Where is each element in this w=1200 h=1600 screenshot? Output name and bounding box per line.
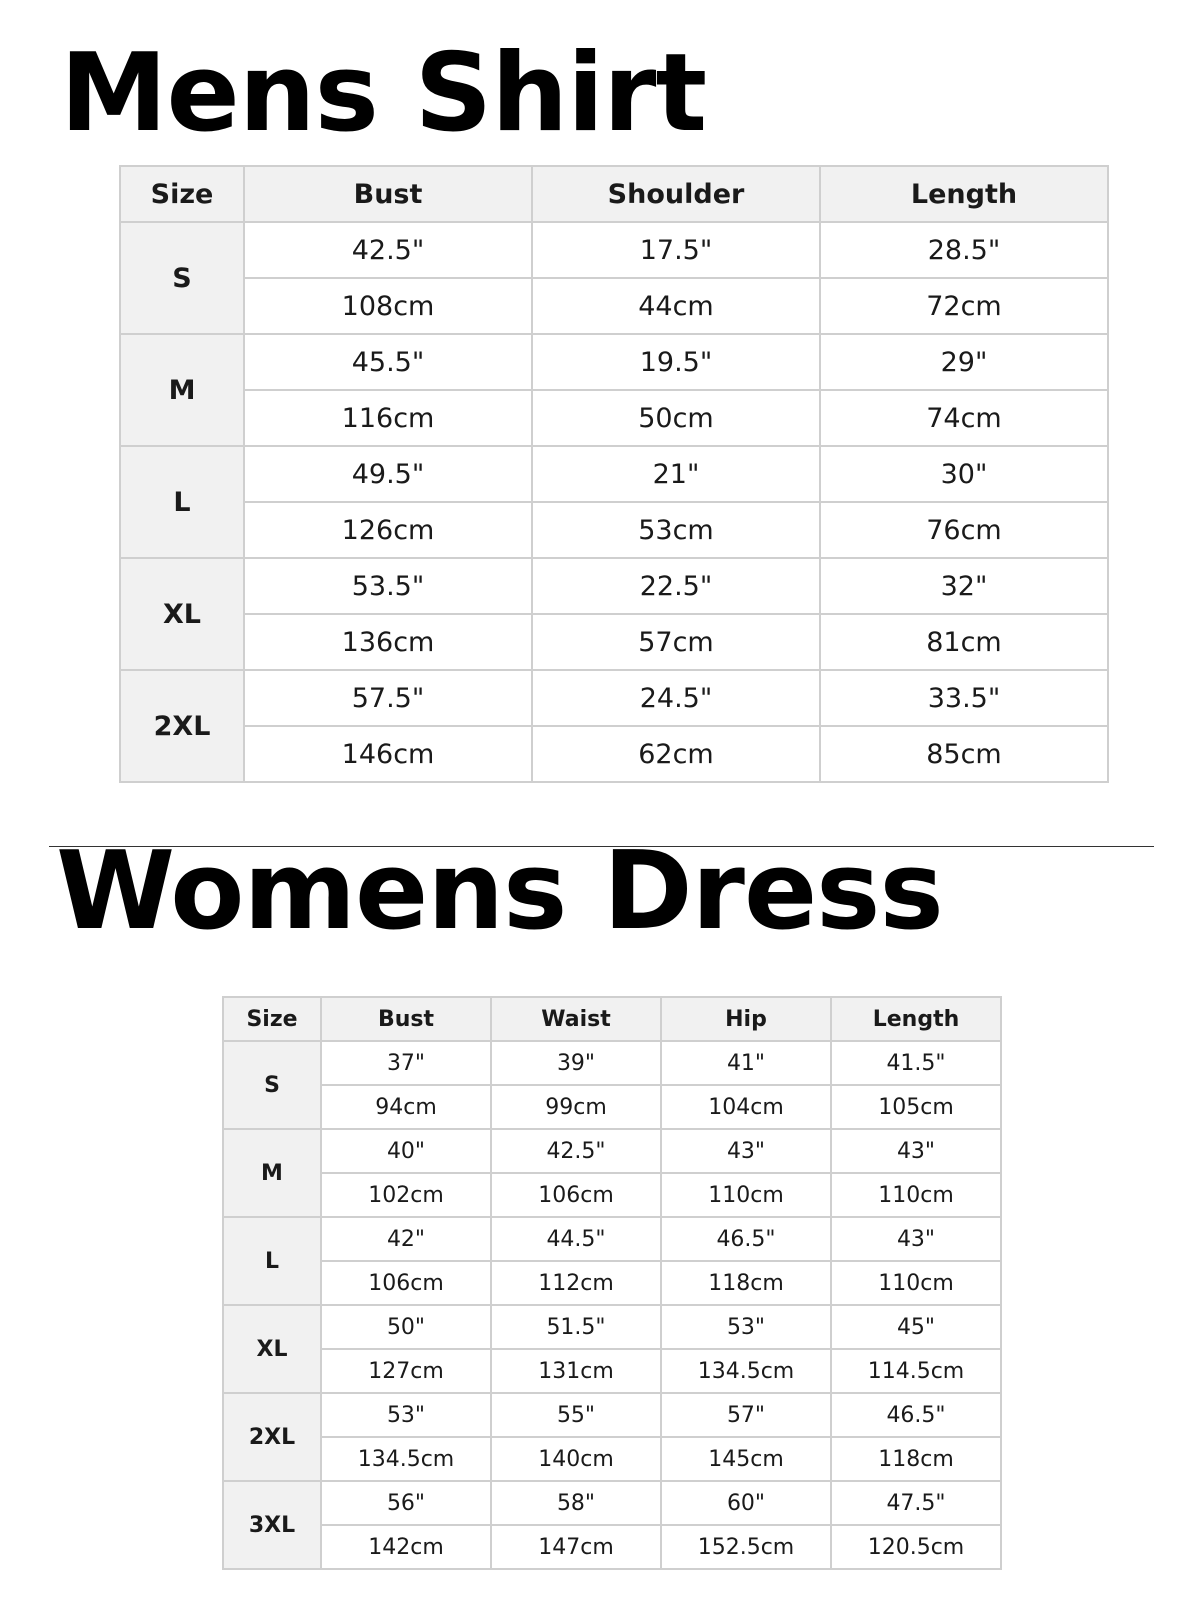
table-row xyxy=(120,670,1108,726)
inch-value-cell: 57" xyxy=(661,1393,831,1437)
womens-size-table xyxy=(222,996,1002,1570)
inch-value-cell: 45" xyxy=(831,1305,1001,1349)
cm-value-cell: 110cm xyxy=(831,1261,1001,1305)
table-row xyxy=(223,1437,1001,1481)
table-row xyxy=(120,558,1108,614)
table-header-row xyxy=(223,997,1001,1041)
cm-value-cell: 127cm xyxy=(321,1349,491,1393)
header-size: Size xyxy=(223,997,321,1041)
inch-value-cell: 43" xyxy=(831,1129,1001,1173)
inch-value-cell: 53" xyxy=(321,1393,491,1437)
header-waist: Waist xyxy=(491,997,661,1041)
table-row xyxy=(120,502,1108,558)
cm-value-cell: 146cm xyxy=(244,726,532,782)
header-hip: Hip xyxy=(661,997,831,1041)
inch-value-cell: 19.5" xyxy=(532,334,820,390)
inch-value-cell: 39" xyxy=(491,1041,661,1085)
inch-value-cell: 55" xyxy=(491,1393,661,1437)
size-label: S xyxy=(120,222,244,334)
cm-value-cell: 110cm xyxy=(661,1173,831,1217)
inch-value-cell: 43" xyxy=(661,1129,831,1173)
size-label: 2XL xyxy=(223,1393,321,1481)
inch-value-cell: 58" xyxy=(491,1481,661,1525)
inch-value-cell: 44.5" xyxy=(491,1217,661,1261)
cm-value-cell: 140cm xyxy=(491,1437,661,1481)
inch-value-cell: 29" xyxy=(820,334,1108,390)
size-label: L xyxy=(120,446,244,558)
inch-value-cell: 56" xyxy=(321,1481,491,1525)
inch-value-cell: 24.5" xyxy=(532,670,820,726)
size-label: XL xyxy=(223,1305,321,1393)
cm-value-cell: 134.5cm xyxy=(661,1349,831,1393)
cm-value-cell: 110cm xyxy=(831,1173,1001,1217)
inch-value-cell: 47.5" xyxy=(831,1481,1001,1525)
cm-value-cell: 134.5cm xyxy=(321,1437,491,1481)
inch-value-cell: 46.5" xyxy=(831,1393,1001,1437)
inch-value-cell: 40" xyxy=(321,1129,491,1173)
cm-value-cell: 136cm xyxy=(244,614,532,670)
mens-shirt-title: Mens Shirt xyxy=(60,31,707,156)
table-row xyxy=(120,726,1108,782)
cm-value-cell: 62cm xyxy=(532,726,820,782)
cm-value-cell: 112cm xyxy=(491,1261,661,1305)
womens-dress-title: Womens Dress xyxy=(56,829,943,954)
inch-value-cell: 21" xyxy=(532,446,820,502)
cm-value-cell: 104cm xyxy=(661,1085,831,1129)
mens-size-table xyxy=(119,165,1109,783)
cm-value-cell: 120.5cm xyxy=(831,1525,1001,1569)
inch-value-cell: 49.5" xyxy=(244,446,532,502)
cm-value-cell: 74cm xyxy=(820,390,1108,446)
cm-value-cell: 114.5cm xyxy=(831,1349,1001,1393)
table-row xyxy=(223,1305,1001,1349)
table-row xyxy=(120,222,1108,278)
inch-value-cell: 50" xyxy=(321,1305,491,1349)
table-row xyxy=(223,1129,1001,1173)
cm-value-cell: 50cm xyxy=(532,390,820,446)
header-length: Length xyxy=(831,997,1001,1041)
cm-value-cell: 126cm xyxy=(244,502,532,558)
inch-value-cell: 37" xyxy=(321,1041,491,1085)
cm-value-cell: 53cm xyxy=(532,502,820,558)
table-row xyxy=(120,334,1108,390)
table-row xyxy=(120,390,1108,446)
inch-value-cell: 60" xyxy=(661,1481,831,1525)
table-row xyxy=(223,1041,1001,1085)
table-row xyxy=(120,278,1108,334)
inch-value-cell: 41.5" xyxy=(831,1041,1001,1085)
cm-value-cell: 131cm xyxy=(491,1349,661,1393)
inch-value-cell: 42.5" xyxy=(491,1129,661,1173)
table-row xyxy=(223,1261,1001,1305)
header-length: Length xyxy=(820,166,1108,222)
cm-value-cell: 118cm xyxy=(661,1261,831,1305)
size-label: M xyxy=(120,334,244,446)
table-row xyxy=(223,1173,1001,1217)
inch-value-cell: 42" xyxy=(321,1217,491,1261)
size-label: M xyxy=(223,1129,321,1217)
cm-value-cell: 145cm xyxy=(661,1437,831,1481)
cm-value-cell: 72cm xyxy=(820,278,1108,334)
inch-value-cell: 33.5" xyxy=(820,670,1108,726)
cm-value-cell: 99cm xyxy=(491,1085,661,1129)
cm-value-cell: 106cm xyxy=(321,1261,491,1305)
inch-value-cell: 17.5" xyxy=(532,222,820,278)
size-label: 2XL xyxy=(120,670,244,782)
inch-value-cell: 46.5" xyxy=(661,1217,831,1261)
cm-value-cell: 81cm xyxy=(820,614,1108,670)
cm-value-cell: 44cm xyxy=(532,278,820,334)
inch-value-cell: 45.5" xyxy=(244,334,532,390)
cm-value-cell: 152.5cm xyxy=(661,1525,831,1569)
inch-value-cell: 53" xyxy=(661,1305,831,1349)
cm-value-cell: 118cm xyxy=(831,1437,1001,1481)
table-row xyxy=(120,614,1108,670)
size-label: S xyxy=(223,1041,321,1129)
table-row xyxy=(223,1525,1001,1569)
table-row xyxy=(223,1217,1001,1261)
inch-value-cell: 43" xyxy=(831,1217,1001,1261)
inch-value-cell: 57.5" xyxy=(244,670,532,726)
table-row xyxy=(223,1481,1001,1525)
cm-value-cell: 102cm xyxy=(321,1173,491,1217)
table-header-row xyxy=(120,166,1108,222)
inch-value-cell: 41" xyxy=(661,1041,831,1085)
inch-value-cell: 30" xyxy=(820,446,1108,502)
cm-value-cell: 147cm xyxy=(491,1525,661,1569)
cm-value-cell: 105cm xyxy=(831,1085,1001,1129)
inch-value-cell: 32" xyxy=(820,558,1108,614)
table-row xyxy=(120,446,1108,502)
header-bust: Bust xyxy=(244,166,532,222)
inch-value-cell: 42.5" xyxy=(244,222,532,278)
table-row xyxy=(223,1085,1001,1129)
table-row xyxy=(223,1349,1001,1393)
cm-value-cell: 106cm xyxy=(491,1173,661,1217)
size-label: XL xyxy=(120,558,244,670)
size-label: 3XL xyxy=(223,1481,321,1569)
header-size: Size xyxy=(120,166,244,222)
header-shoulder: Shoulder xyxy=(532,166,820,222)
inch-value-cell: 51.5" xyxy=(491,1305,661,1349)
mens-table-body xyxy=(120,222,1108,782)
cm-value-cell: 57cm xyxy=(532,614,820,670)
cm-value-cell: 85cm xyxy=(820,726,1108,782)
cm-value-cell: 76cm xyxy=(820,502,1108,558)
header-bust: Bust xyxy=(321,997,491,1041)
inch-value-cell: 22.5" xyxy=(532,558,820,614)
inch-value-cell: 53.5" xyxy=(244,558,532,614)
size-label: L xyxy=(223,1217,321,1305)
cm-value-cell: 94cm xyxy=(321,1085,491,1129)
womens-table-body xyxy=(223,1041,1001,1569)
inch-value-cell: 28.5" xyxy=(820,222,1108,278)
cm-value-cell: 108cm xyxy=(244,278,532,334)
cm-value-cell: 142cm xyxy=(321,1525,491,1569)
cm-value-cell: 116cm xyxy=(244,390,532,446)
table-row xyxy=(223,1393,1001,1437)
